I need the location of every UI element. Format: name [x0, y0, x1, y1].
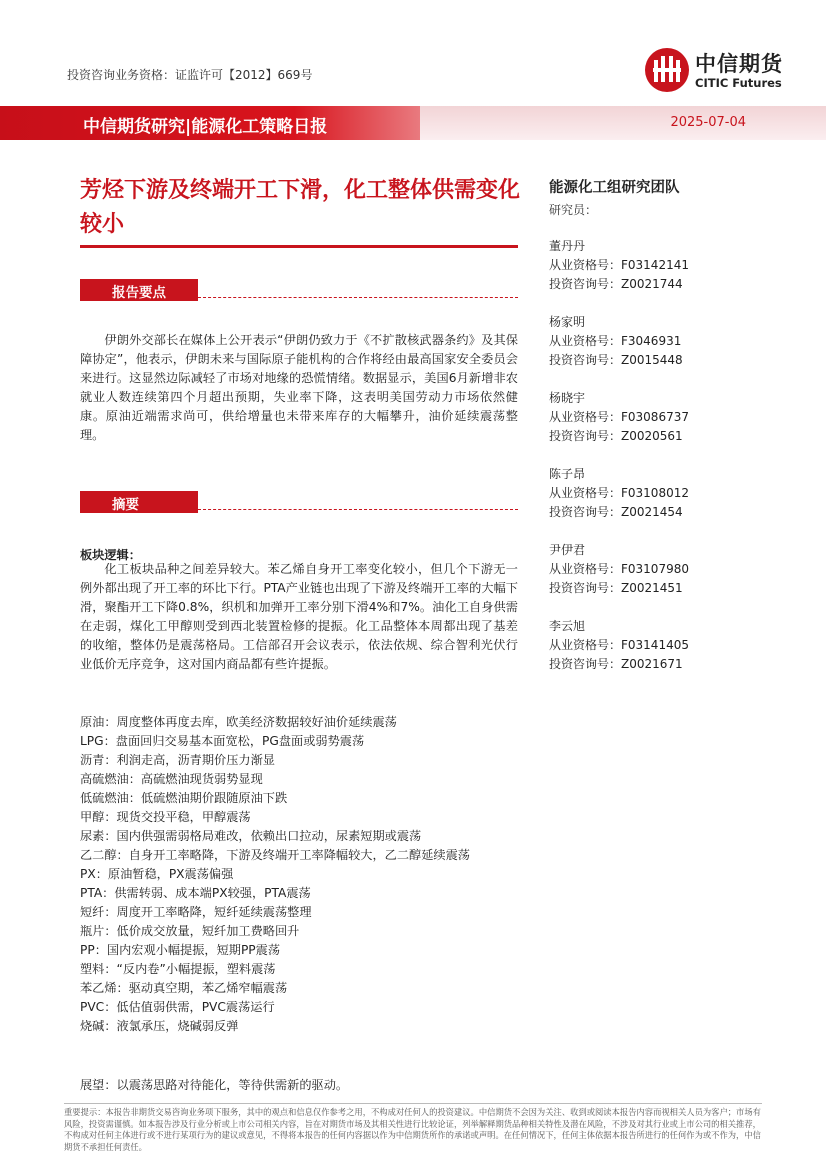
disclaimer-text: 重要提示：本报告非期货交易咨询业务项下服务，其中的观点和信息仅作参考之用，不构成对任何人的投资建议。中信期货不会因为关注、收到或阅读本报告内容而视相关人员为客户；市场有风险，投资需谨慎。如本报告涉及行业分析或上市公司相关内容，旨在对期货市场及其相关性进行比较论证，列举解释期货品种相关特性及潜在风险，不涉及对其行业或上市公司的相关推荐，不构成对任何主体进行或不进行某项行为的建议或意见，不得将本报告的任何内容据以作为中信期货所作的承诺或声明。在任何情况下，任何主体依据本报告所进行的任何作为或不作为，中信期货不承担任何责任。 — [64, 1107, 761, 1152]
report-date: 2025-07-04 — [670, 115, 746, 130]
outlook-list-item: 瓶片：低价成交放量，短纤加工费略回升 — [80, 924, 300, 938]
logic-text: 化工板块品种之间差异较大。苯乙烯自身开工率变化较小，但几个下游无一例外都出现了开工率的环比下行。PTA产业链也出现了下游及终端开工率的大幅下滑，聚酯开工下降0.8%，织机和加弹开工率分别下滑4%和7%。油化工自身供需在走弱，煤化工甲醇则受到西北装置检修的提振。化工品整体本周都出现了基差的收缩，整体仍是震荡格局。工信部召开会议表示，依法依规、综合智利光伏行业低价无序竞争，这对国内商品都有些许提振。 — [80, 562, 518, 671]
outlook-list-item: 尿素：国内供强需弱格局难改，依赖出口拉动，尿素短期或震荡 — [80, 829, 422, 843]
analyst-card — [549, 465, 689, 522]
license-text: 投资咨询业务资格：证监许可【2012】669号 — [67, 68, 313, 82]
banner-fade-band — [420, 106, 826, 140]
outlook-list-item: 原油：周度整体再度去库，欧美经济数据较好油价延续震荡 — [80, 715, 397, 729]
outlook-list-item: PP：国内宏观小幅提振，短期PP震荡 — [80, 943, 281, 957]
banner-title: 中信期货研究|能源化工策略日报 — [83, 117, 328, 137]
analyst-name: 李云旭 — [549, 619, 586, 633]
analyst-name: 尹伊君 — [549, 543, 586, 557]
key-points-label: 报告要点 — [112, 285, 166, 301]
analyst-qual: 从业资格号：F03142141 — [549, 258, 689, 272]
outlook-list-item: 短纤：周度开工率略降，短纤延续震荡整理 — [80, 905, 312, 919]
analyst-name: 陈子昂 — [549, 467, 586, 481]
outlook-list-item: 苯乙烯：驱动真空期，苯乙烯窄幅震荡 — [80, 981, 288, 995]
analyst-consult: 投资咨询号：Z0021671 — [549, 657, 683, 671]
analyst-name: 董丹丹 — [549, 239, 586, 253]
outlook-list-item: 塑料：“反内卷”小幅提振，塑料震荡 — [80, 962, 276, 976]
outlook-text: 展望：以震荡思路对待能化，等待供需新的驱动。 — [80, 1078, 349, 1092]
logic-paragraph — [80, 560, 518, 674]
key-points-text: 伊朗外交部长在媒体上公开表示“伊朗仍致力于《不扩散核武器条约》及其保障协定”，他表示，伊朗未来与国际原子能机构的合作将经由最高国家安全委员会来进行。这显然边际减轻了市场对地缘的恐慌情绪。数据显示，美国6月新增非农就业人数连续第四个月超出预期，失业率下降，这表明美国劳动力市场依然健康。原油近端需求尚可，供给增量也未带来库存的大幅攀升，油价延续震荡整理。 — [80, 333, 518, 442]
outlook-list-item: 高硫燃油：高硫燃油现货弱势显现 — [80, 772, 263, 786]
analyst-consult: 投资咨询号：Z0021744 — [549, 277, 683, 291]
analyst-qual: 从业资格号：F03141405 — [549, 638, 689, 652]
analyst-card — [549, 237, 689, 294]
outlook-list-item: 沥青：利润走高，沥青期价压力渐显 — [80, 753, 275, 767]
analyst-card — [549, 617, 689, 674]
analyst-card — [549, 541, 689, 598]
analyst-name: 杨晓宇 — [549, 391, 586, 405]
team-title: 能源化工组研究团队 — [549, 180, 680, 196]
outlook-list-item: PTA：供需转弱、成本端PX较强，PTA震荡 — [80, 886, 311, 900]
outlook-list-item: PVC：低估值弱供需，PVC震荡运行 — [80, 1000, 275, 1014]
footer-divider — [64, 1103, 762, 1104]
outlook-list-item: 烧碱：液氯承压，烧碱弱反弹 — [80, 1019, 239, 1033]
analyst-card — [549, 313, 683, 370]
title-divider — [80, 245, 518, 248]
analyst-consult: 投资咨询号：Z0021451 — [549, 581, 683, 595]
analyst-qual: 从业资格号：F03107980 — [549, 562, 689, 576]
analyst-consult: 投资咨询号：Z0020561 — [549, 429, 683, 443]
report-banner — [0, 106, 826, 140]
outlook-list-item: 甲醇：现货交投平稳，甲醇震荡 — [80, 810, 251, 824]
logo-text-cn: 中信期货 — [695, 52, 783, 76]
key-points-header — [80, 279, 518, 301]
analyst-name: 杨家明 — [549, 315, 586, 329]
outlook-list-item: 乙二醇：自身开工率略降，下游及终端开工率降幅较大，乙二醇延续震荡 — [80, 848, 470, 862]
outlook-list-item: PX：原油暂稳，PX震荡偏强 — [80, 867, 234, 881]
analyst-qual: 从业资格号：F03108012 — [549, 486, 689, 500]
summary-dashed-line — [198, 509, 518, 511]
key-points-dashed-line — [198, 297, 518, 299]
summary-header — [80, 491, 518, 513]
analyst-card — [549, 389, 689, 446]
analyst-qual: 从业资格号：F03086737 — [549, 410, 689, 424]
report-title: 芳烃下游及终端开工下滑，化工整体供需变化较小 — [80, 178, 521, 237]
summary-tag-bg — [80, 491, 198, 513]
summary-label: 摘要 — [112, 497, 139, 513]
product-outlook-list — [80, 713, 520, 1036]
analyst-qual: 从业资格号：F3046931 — [549, 334, 682, 348]
researcher-label: 研究员： — [549, 203, 598, 217]
citic-logo-icon — [643, 46, 691, 94]
logic-heading: 板块逻辑： — [80, 548, 141, 562]
outlook-list-item: LPG：盘面回归交易基本面宽松，PG盘面或弱势震荡 — [80, 734, 365, 748]
key-points-paragraph — [80, 331, 518, 445]
analyst-consult: 投资咨询号：Z0021454 — [549, 505, 683, 519]
outlook-list-item: 低硫燃油：低硫燃油期价跟随原油下跌 — [80, 791, 288, 805]
citic-futures-logo — [643, 46, 803, 96]
analyst-consult: 投资咨询号：Z0015448 — [549, 353, 683, 367]
logo-text-en: CITIC Futures — [695, 76, 782, 90]
